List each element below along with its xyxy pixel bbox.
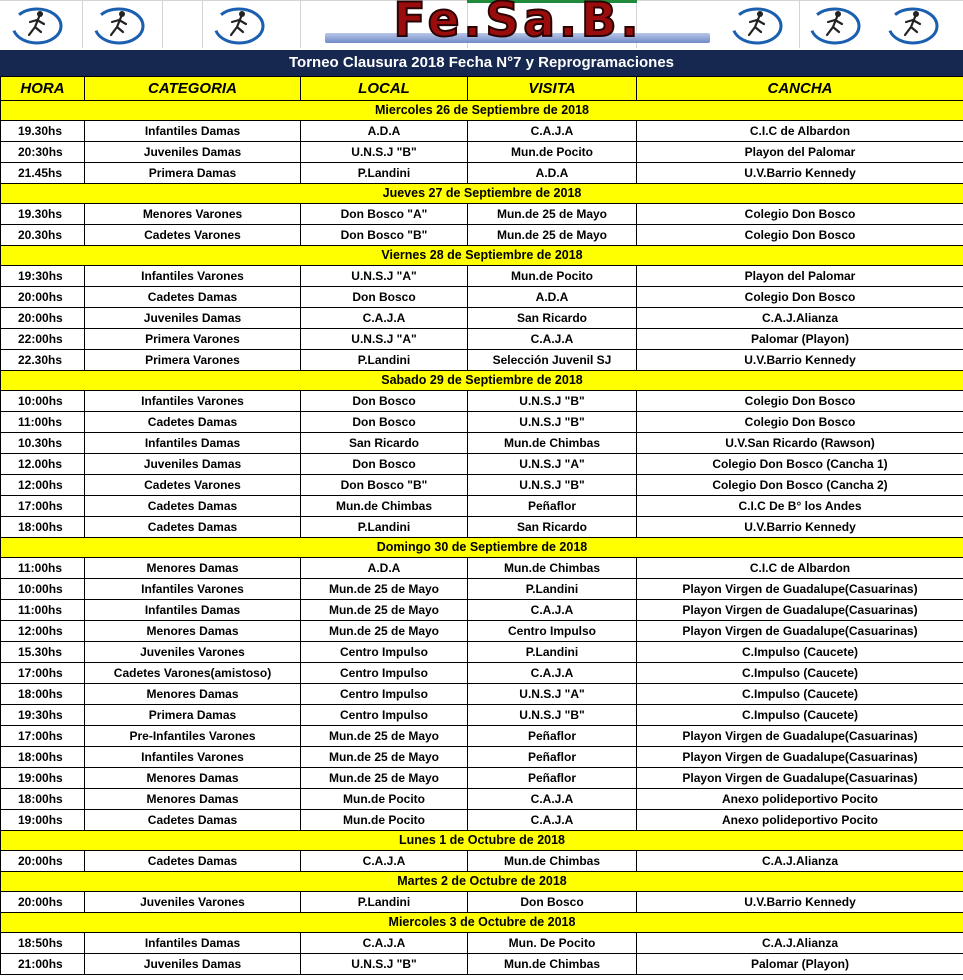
visita-cell: Mun.de 25 de Mayo — [468, 204, 637, 225]
sheet-gridline — [799, 0, 800, 48]
day-label: Martes 2 de Octubre de 2018 — [1, 872, 963, 892]
categoria-cell: Cadetes Damas — [85, 810, 301, 831]
visita-cell: U.N.S.J "B" — [468, 391, 637, 412]
hora-cell: 12:00hs — [1, 475, 85, 496]
hora-cell: 10.30hs — [1, 433, 85, 454]
day-header-row — [1, 913, 963, 933]
cancha-cell: U.V.Barrio Kennedy — [637, 350, 963, 371]
local-cell: Mun.de 25 de Mayo — [301, 621, 468, 642]
cancha-cell: C.A.J.Alianza — [637, 933, 963, 954]
hora-cell: 11:00hs — [1, 412, 85, 433]
table-row — [1, 433, 963, 454]
cancha-cell: Palomar (Playon) — [637, 329, 963, 350]
categoria-cell: Infantiles Varones — [85, 266, 301, 287]
local-cell: Mun.de Chimbas — [301, 496, 468, 517]
visita-cell: C.A.J.A — [468, 121, 637, 142]
header-banner — [0, 0, 963, 48]
visita-cell: A.D.A — [468, 163, 637, 184]
cancha-cell: C.Impulso (Caucete) — [637, 663, 963, 684]
categoria-cell: Cadetes Damas — [85, 517, 301, 538]
table-row — [1, 496, 963, 517]
visita-cell: P.Landini — [468, 642, 637, 663]
column-header-hora: HORA — [1, 77, 85, 101]
cancha-cell: U.V.Barrio Kennedy — [637, 163, 963, 184]
runner-icon — [92, 6, 146, 46]
local-cell: P.Landini — [301, 892, 468, 913]
table-row — [1, 684, 963, 705]
visita-cell: C.A.J.A — [468, 789, 637, 810]
local-cell: Don Bosco "A" — [301, 204, 468, 225]
day-header-row — [1, 101, 963, 121]
runner-icon — [808, 6, 862, 46]
hora-cell: 12:00hs — [1, 621, 85, 642]
hora-cell: 17:00hs — [1, 663, 85, 684]
visita-cell: Peñaflor — [468, 496, 637, 517]
categoria-cell: Infantiles Damas — [85, 933, 301, 954]
visita-cell: U.N.S.J "B" — [468, 705, 637, 726]
local-cell: Mun.de 25 de Mayo — [301, 726, 468, 747]
table-row — [1, 705, 963, 726]
day-header-row — [1, 184, 963, 204]
visita-cell: C.A.J.A — [468, 329, 637, 350]
runner-icon — [886, 6, 940, 46]
hora-cell: 21:00hs — [1, 954, 85, 975]
categoria-cell: Infantiles Varones — [85, 747, 301, 768]
cancha-cell: C.I.C de Albardon — [637, 121, 963, 142]
categoria-cell: Juveniles Damas — [85, 142, 301, 163]
table-row — [1, 851, 963, 872]
categoria-cell: Infantiles Varones — [85, 579, 301, 600]
hora-cell: 10:00hs — [1, 391, 85, 412]
visita-cell: A.D.A — [468, 287, 637, 308]
table-row — [1, 225, 963, 246]
cancha-cell: Palomar (Playon) — [637, 954, 963, 975]
hora-cell: 12.00hs — [1, 454, 85, 475]
cancha-cell: Playon Virgen de Guadalupe(Casuarinas) — [637, 579, 963, 600]
categoria-cell: Menores Damas — [85, 684, 301, 705]
visita-cell: Mun.de Chimbas — [468, 851, 637, 872]
visita-cell: Selección Juvenil SJ — [468, 350, 637, 371]
table-row — [1, 308, 963, 329]
hora-cell: 18:50hs — [1, 933, 85, 954]
cancha-cell: Anexo polideportivo Pocito — [637, 789, 963, 810]
categoria-cell: Juveniles Damas — [85, 308, 301, 329]
categoria-cell: Cadetes Varones — [85, 475, 301, 496]
hora-cell: 10:00hs — [1, 579, 85, 600]
local-cell: Don Bosco — [301, 412, 468, 433]
local-cell: Centro Impulso — [301, 684, 468, 705]
table-row — [1, 517, 963, 538]
cancha-cell: Colegio Don Bosco — [637, 287, 963, 308]
cancha-cell: C.Impulso (Caucete) — [637, 705, 963, 726]
hora-cell: 19.30hs — [1, 121, 85, 142]
cancha-cell: Colegio Don Bosco — [637, 204, 963, 225]
local-cell: C.A.J.A — [301, 308, 468, 329]
visita-cell: C.A.J.A — [468, 600, 637, 621]
categoria-cell: Juveniles Varones — [85, 642, 301, 663]
table-row — [1, 204, 963, 225]
table-row — [1, 163, 963, 184]
local-cell: Mun.de Pocito — [301, 810, 468, 831]
hora-cell: 19:30hs — [1, 266, 85, 287]
visita-cell: Peñaflor — [468, 726, 637, 747]
day-header-row — [1, 246, 963, 266]
logo-text: Fe.Sa.B. — [393, 0, 643, 48]
local-cell: Mun.de 25 de Mayo — [301, 579, 468, 600]
table-row — [1, 892, 963, 913]
hora-cell: 19.30hs — [1, 204, 85, 225]
cancha-cell: U.V.Barrio Kennedy — [637, 517, 963, 538]
local-cell: Don Bosco — [301, 391, 468, 412]
categoria-cell: Pre-Infantiles Varones — [85, 726, 301, 747]
local-cell: San Ricardo — [301, 433, 468, 454]
local-cell: C.A.J.A — [301, 851, 468, 872]
table-row — [1, 747, 963, 768]
categoria-cell: Primera Varones — [85, 350, 301, 371]
categoria-cell: Primera Varones — [85, 329, 301, 350]
hora-cell: 20.30hs — [1, 225, 85, 246]
categoria-cell: Infantiles Varones — [85, 391, 301, 412]
cancha-cell: C.Impulso (Caucete) — [637, 684, 963, 705]
table-row — [1, 142, 963, 163]
local-cell: Don Bosco "B" — [301, 225, 468, 246]
local-cell: P.Landini — [301, 517, 468, 538]
day-label: Domingo 30 de Septiembre de 2018 — [1, 538, 963, 558]
categoria-cell: Infantiles Damas — [85, 433, 301, 454]
visita-cell: Mun.de Pocito — [468, 266, 637, 287]
cancha-cell: C.A.J.Alianza — [637, 308, 963, 329]
categoria-cell: Menores Damas — [85, 768, 301, 789]
table-row — [1, 454, 963, 475]
categoria-cell: Menores Damas — [85, 789, 301, 810]
visita-cell: Mun. De Pocito — [468, 933, 637, 954]
cancha-cell: Colegio Don Bosco — [637, 391, 963, 412]
visita-cell: Mun.de Chimbas — [468, 433, 637, 454]
categoria-cell: Primera Damas — [85, 163, 301, 184]
categoria-cell: Juveniles Damas — [85, 454, 301, 475]
local-cell: U.N.S.J "A" — [301, 329, 468, 350]
local-cell: Centro Impulso — [301, 642, 468, 663]
visita-cell: U.N.S.J "B" — [468, 475, 637, 496]
cancha-cell: Playon Virgen de Guadalupe(Casuarinas) — [637, 726, 963, 747]
visita-cell: U.N.S.J "A" — [468, 684, 637, 705]
hora-cell: 21.45hs — [1, 163, 85, 184]
local-cell: Don Bosco — [301, 454, 468, 475]
local-cell: Mun.de 25 de Mayo — [301, 600, 468, 621]
day-label: Miercoles 26 de Septiembre de 2018 — [1, 101, 963, 121]
categoria-cell: Cadetes Damas — [85, 287, 301, 308]
cancha-cell: Colegio Don Bosco — [637, 225, 963, 246]
visita-cell: Centro Impulso — [468, 621, 637, 642]
categoria-cell: Infantiles Damas — [85, 600, 301, 621]
day-header-row — [1, 538, 963, 558]
table-row — [1, 642, 963, 663]
visita-cell: U.N.S.J "A" — [468, 454, 637, 475]
cancha-cell: Playon Virgen de Guadalupe(Casuarinas) — [637, 747, 963, 768]
column-header-categoria: CATEGORIA — [85, 77, 301, 101]
hora-cell: 18:00hs — [1, 684, 85, 705]
visita-cell: Peñaflor — [468, 768, 637, 789]
hora-cell: 19:00hs — [1, 768, 85, 789]
cancha-cell: Playon del Palomar — [637, 142, 963, 163]
table-row — [1, 329, 963, 350]
visita-cell: C.A.J.A — [468, 663, 637, 684]
table-row — [1, 579, 963, 600]
local-cell: U.N.S.J "B" — [301, 954, 468, 975]
cancha-cell: Playon del Palomar — [637, 266, 963, 287]
hora-cell: 22:00hs — [1, 329, 85, 350]
categoria-cell: Cadetes Damas — [85, 496, 301, 517]
schedule-body — [1, 101, 963, 975]
local-cell: A.D.A — [301, 558, 468, 579]
table-row — [1, 726, 963, 747]
table-row — [1, 475, 963, 496]
table-row — [1, 600, 963, 621]
hora-cell: 18:00hs — [1, 747, 85, 768]
local-cell: Centro Impulso — [301, 705, 468, 726]
cancha-cell: C.I.C de Albardon — [637, 558, 963, 579]
local-cell: Mun.de 25 de Mayo — [301, 768, 468, 789]
categoria-cell: Primera Damas — [85, 705, 301, 726]
runner-icon — [730, 6, 784, 46]
cancha-cell: Colegio Don Bosco (Cancha 1) — [637, 454, 963, 475]
visita-cell: U.N.S.J "B" — [468, 412, 637, 433]
local-cell: Mun.de 25 de Mayo — [301, 747, 468, 768]
hora-cell: 11:00hs — [1, 600, 85, 621]
hora-cell: 19:00hs — [1, 810, 85, 831]
cancha-cell: C.I.C De B° los Andes — [637, 496, 963, 517]
cancha-cell: Colegio Don Bosco — [637, 412, 963, 433]
sheet-gridline — [162, 0, 163, 48]
local-cell: U.N.S.J "B" — [301, 142, 468, 163]
local-cell: Don Bosco "B" — [301, 475, 468, 496]
visita-cell: Don Bosco — [468, 892, 637, 913]
tournament-title: Torneo Clausura 2018 Fecha N°7 y Reprogramaciones — [0, 50, 963, 76]
day-header-row — [1, 831, 963, 851]
day-header-row — [1, 872, 963, 892]
cancha-cell: Colegio Don Bosco (Cancha 2) — [637, 475, 963, 496]
day-label: Sabado 29 de Septiembre de 2018 — [1, 371, 963, 391]
hora-cell: 20:00hs — [1, 851, 85, 872]
sheet-gridline — [300, 0, 301, 48]
hora-cell: 20:30hs — [1, 142, 85, 163]
categoria-cell: Menores Damas — [85, 621, 301, 642]
categoria-cell: Cadetes Varones(amistoso) — [85, 663, 301, 684]
cancha-cell: U.V.San Ricardo (Rawson) — [637, 433, 963, 454]
table-row — [1, 789, 963, 810]
categoria-cell: Cadetes Varones — [85, 225, 301, 246]
categoria-cell: Menores Varones — [85, 204, 301, 225]
hora-cell: 17:00hs — [1, 726, 85, 747]
hora-cell: 11:00hs — [1, 558, 85, 579]
local-cell: Mun.de Pocito — [301, 789, 468, 810]
categoria-cell: Cadetes Damas — [85, 851, 301, 872]
table-row — [1, 391, 963, 412]
local-cell: C.A.J.A — [301, 933, 468, 954]
day-label: Viernes 28 de Septiembre de 2018 — [1, 246, 963, 266]
runner-icon — [212, 6, 266, 46]
table-row — [1, 663, 963, 684]
column-header-row — [1, 77, 963, 101]
sheet-gridline — [202, 0, 203, 48]
categoria-cell: Menores Damas — [85, 558, 301, 579]
day-label: Jueves 27 de Septiembre de 2018 — [1, 184, 963, 204]
local-cell: P.Landini — [301, 163, 468, 184]
table-row — [1, 954, 963, 975]
local-cell: A.D.A — [301, 121, 468, 142]
runner-icon — [10, 6, 64, 46]
cancha-cell: U.V.Barrio Kennedy — [637, 892, 963, 913]
table-row — [1, 933, 963, 954]
table-row — [1, 412, 963, 433]
day-label: Lunes 1 de Octubre de 2018 — [1, 831, 963, 851]
cancha-cell: Anexo polideportivo Pocito — [637, 810, 963, 831]
column-header-local: LOCAL — [301, 77, 468, 101]
visita-cell: Mun.de 25 de Mayo — [468, 225, 637, 246]
visita-cell: San Ricardo — [468, 308, 637, 329]
cancha-cell: Playon Virgen de Guadalupe(Casuarinas) — [637, 600, 963, 621]
categoria-cell: Infantiles Damas — [85, 121, 301, 142]
table-row — [1, 810, 963, 831]
visita-cell: Mun.de Chimbas — [468, 558, 637, 579]
cancha-cell: C.Impulso (Caucete) — [637, 642, 963, 663]
table-row — [1, 350, 963, 371]
hora-cell: 15.30hs — [1, 642, 85, 663]
hora-cell: 20:00hs — [1, 892, 85, 913]
local-cell: U.N.S.J "A" — [301, 266, 468, 287]
table-row — [1, 121, 963, 142]
schedule-table — [0, 76, 963, 975]
hora-cell: 17:00hs — [1, 496, 85, 517]
hora-cell: 18:00hs — [1, 517, 85, 538]
hora-cell: 20:00hs — [1, 287, 85, 308]
table-row — [1, 287, 963, 308]
local-cell: Centro Impulso — [301, 663, 468, 684]
local-cell: Don Bosco — [301, 287, 468, 308]
categoria-cell: Cadetes Damas — [85, 412, 301, 433]
day-header-row — [1, 371, 963, 391]
hora-cell: 18:00hs — [1, 789, 85, 810]
sheet-gridline — [82, 0, 83, 48]
categoria-cell: Juveniles Damas — [85, 954, 301, 975]
visita-cell: C.A.J.A — [468, 810, 637, 831]
table-row — [1, 768, 963, 789]
cancha-cell: Playon Virgen de Guadalupe(Casuarinas) — [637, 621, 963, 642]
cancha-cell: C.A.J.Alianza — [637, 851, 963, 872]
hora-cell: 19:30hs — [1, 705, 85, 726]
visita-cell: San Ricardo — [468, 517, 637, 538]
day-label: Miercoles 3 de Octubre de 2018 — [1, 913, 963, 933]
cancha-cell: Playon Virgen de Guadalupe(Casuarinas) — [637, 768, 963, 789]
column-header-visita: VISITA — [468, 77, 637, 101]
visita-cell: P.Landini — [468, 579, 637, 600]
table-row — [1, 621, 963, 642]
table-row — [1, 266, 963, 287]
visita-cell: Mun.de Pocito — [468, 142, 637, 163]
hora-cell: 22.30hs — [1, 350, 85, 371]
local-cell: P.Landini — [301, 350, 468, 371]
column-header-cancha: CANCHA — [637, 77, 963, 101]
categoria-cell: Juveniles Varones — [85, 892, 301, 913]
visita-cell: Peñaflor — [468, 747, 637, 768]
hora-cell: 20:00hs — [1, 308, 85, 329]
table-row — [1, 558, 963, 579]
visita-cell: Mun.de Chimbas — [468, 954, 637, 975]
